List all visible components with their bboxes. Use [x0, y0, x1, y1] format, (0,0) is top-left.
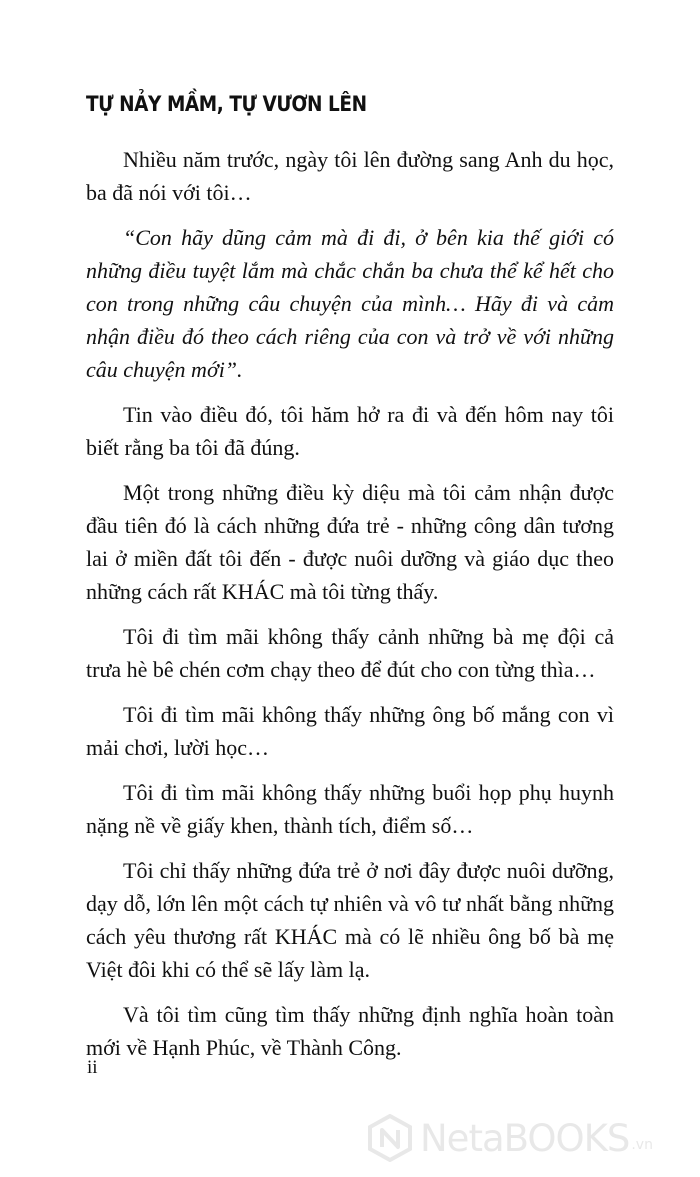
paragraph-1: Nhiều năm trước, ngày tôi lên đường sang Anh du học, ba đã nói với tôi… [86, 147, 614, 205]
paragraph-3: Tin vào điều đó, tôi hăm hở ra đi và đến hôm nay tôi biết rằng ba tôi đã đúng. [86, 402, 614, 460]
paragraph-8: Tôi chỉ thấy những đứa trẻ ở nơi đây được nuôi dưỡng, dạy dỗ, lớn lên một cách tự nhiên và vô tư nhất bằng những cách yêu thương rất KHÁC mà có lẽ nhiều ông bố bà mẹ Việt đôi khi có thể sẽ lấy làm lạ. [86, 858, 614, 982]
chapter-heading: TỰ NẢY MẦM, TỰ VƯƠN LÊN [86, 92, 367, 116]
paragraph-6: Tôi đi tìm mãi không thấy những ông bố mắng con vì mải chơi, lười học… [86, 702, 614, 760]
page-number: ii [87, 1057, 98, 1078]
paragraph-4: Một trong những điều kỳ diệu mà tôi cảm nhận được đầu tiên đó là cách những đứa trẻ - những công dân tương lai ở miền đất tôi đến - được nuôi dưỡng và giáo dục theo những cách rất KHÁC mà tôi từng thấy. [86, 480, 614, 604]
watermark-suffix: .vn [631, 1137, 653, 1153]
paragraph-5: Tôi đi tìm mãi không thấy cảnh những bà mẹ đội cả trưa hè bê chén cơm chạy theo để đút cho con từng thìa… [86, 624, 614, 682]
watermark-text: NetaBOOKS [420, 1116, 630, 1160]
netabooks-logo-icon [366, 1114, 414, 1162]
watermark [366, 1108, 653, 1168]
body-text [86, 143, 614, 1076]
paragraph-9: Và tôi tìm cũng tìm thấy những định nghĩa hoàn toàn mới về Hạnh Phúc, về Thành Công. [86, 1002, 614, 1060]
paragraph-7: Tôi đi tìm mãi không thấy những buổi họp phụ huynh nặng nề về giấy khen, thành tích, điểm số… [86, 780, 614, 838]
paragraph-2-quote: “Con hãy dũng cảm mà đi đi, ở bên kia thế giới có những điều tuyệt lắm mà chắc chắn ba chưa thể kể hết cho con trong những câu chuyện của mình… Hãy đi và cảm nhận điều đó theo cách riêng của con và trở về với những câu chuyện mới”. [86, 225, 614, 382]
